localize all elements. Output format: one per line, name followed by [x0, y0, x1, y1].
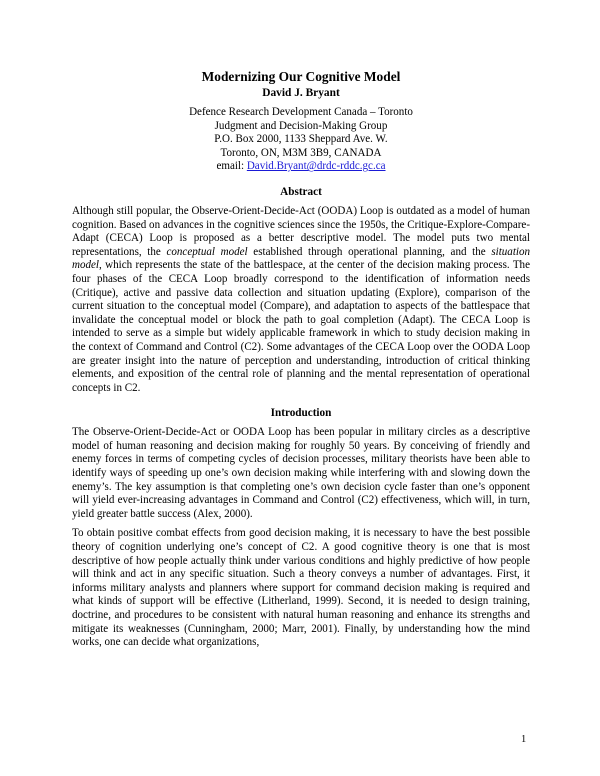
abstract-heading: Abstract — [280, 185, 322, 198]
abstract-term-conceptual-model: conceptual model — [166, 245, 248, 258]
affiliation-line: Defence Research Development Canada – Toronto — [189, 106, 413, 118]
abstract-text: , which represents the state of the battlespace, at the center of the decision making process. The four phases of the CECA Loop broadly correspond to the identification of information needs (Critique), active and passive data collection and situation updating (Explore), comparison of the current situation to the conceptual model (Compare), and adaptation to aspects of the battlespace that invalidate the conceptual model or block the path to goal completion (Adapt). The CECA Loop is intended to serve as a simple but widely applicable framework in which to study decision making in the context of Command and Control (C2). Some advantages of the CECA Loop over the OODA Loop are greater insight into the nature of perception and understanding, introduction of critical thinking elements, and exposition of the central role of planning and the mental representation of operational concepts in C2. — [72, 259, 530, 394]
affiliation-line: P.O. Box 2000, 1133 Sheppard Ave. W. — [214, 133, 388, 146]
email-line — [72, 160, 530, 174]
introduction-heading: Introduction — [270, 407, 332, 420]
introduction-paragraph: The Observe-Orient-Decide-Act or OODA Loop has been popular in military circles as a descriptive model of human reasoning and decision making for roughly 50 years. By conceiving of friendly and enemy forces in terms of competing cycles of decision processes, military theorists have been able to identify ways of speeding up one’s own decision making while interfering with and slowing down the enemy’s. The key assumption is that completing one’s own decision cycle faster than one’s opponent will yield ever-increasing advantages in Command and Control (C2) effectiveness, which will, in turn, yield greater battle success (Alex, 2000). — [72, 426, 530, 520]
paper-author: David J. Bryant — [262, 87, 340, 99]
affiliation-line: Toronto, ON, M3M 3B9, CANADA — [220, 146, 382, 159]
abstract-term-situation-model: situation model — [72, 245, 531, 272]
abstract-text: Although still popular, the Observe-Orient-Decide-Act (OODA) Loop is outdated as a model of human cognition. Based on advances in the cognitive sciences since the 1950s, the Critique-Explore-Compare-Adapt (CECA) Loop is proposed as a better descriptive model. The model puts two mental representations, the — [72, 204, 530, 258]
page-number: 1 — [521, 734, 527, 745]
paper-title: Modernizing Our Cognitive Model — [201, 69, 401, 84]
email-prefix: email: — [216, 160, 247, 173]
paper-page — [72, 68, 530, 650]
author-affiliation — [72, 106, 530, 174]
abstract-text: established through operational planning, and the — [247, 245, 492, 258]
introduction-paragraph: To obtain positive combat effects from good decision making, it is necessary to have the best possible theory of cognition underlying one’s concept of C2. A good cognitive theory is one that is most descriptive of how people actually think under various conditions and highly predictive of how people will think and act in any specific situation. Such a theory conveys a number of advantages. First, it informs military analysts and planners where support for command decision making is required and what kinds of support will be effective (Litherland, 1999). Second, it is needed to design training, doctrine, and procedures to be consistent with natural human reasoning and enhance its strengths and mitigate its weaknesses (Cunningham, 2000; Marr, 2001). Finally, by understanding how the mind works, one can decide what organizations, — [72, 527, 530, 649]
abstract-paragraph — [72, 205, 530, 395]
email-link[interactable]: David.Bryant@drdc-rddc.gc.ca — [246, 160, 386, 173]
affiliation-line: Judgment and Decision-Making Group — [214, 119, 388, 132]
